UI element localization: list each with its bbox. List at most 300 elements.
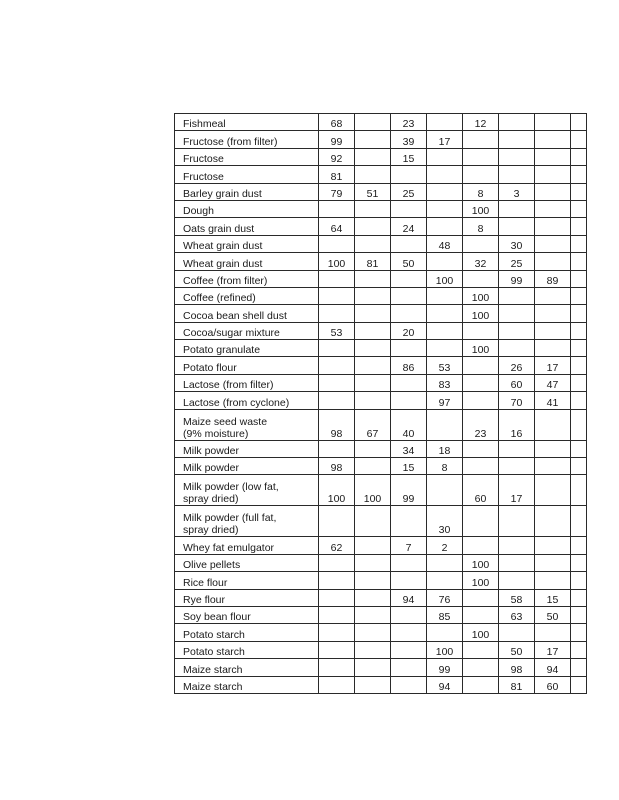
- value-cell: 94: [391, 589, 427, 606]
- value-cell: [355, 458, 391, 475]
- table-body: [175, 114, 587, 694]
- value-cell: 67: [355, 409, 391, 440]
- table-row: [175, 572, 587, 589]
- value-cell: [355, 676, 391, 693]
- value-cell: [499, 287, 535, 304]
- value-cell: [499, 166, 535, 183]
- value-cell: [535, 322, 571, 339]
- material-name-cell: Barley grain dust: [175, 183, 319, 200]
- value-cell: [391, 340, 427, 357]
- value-cell: 62: [319, 537, 355, 554]
- table-row: [175, 200, 587, 217]
- value-cell: 100: [319, 475, 355, 506]
- table-row: [175, 166, 587, 183]
- value-cell: [427, 287, 463, 304]
- value-cell: [319, 554, 355, 571]
- value-cell: [355, 340, 391, 357]
- value-cell: [571, 409, 587, 440]
- value-cell: [427, 183, 463, 200]
- value-cell: [355, 287, 391, 304]
- value-cell: 81: [499, 676, 535, 693]
- value-cell: [571, 114, 587, 131]
- value-cell: 7: [391, 537, 427, 554]
- table-row: [175, 392, 587, 409]
- value-cell: [427, 166, 463, 183]
- value-cell: [355, 589, 391, 606]
- value-cell: 18: [427, 440, 463, 457]
- value-cell: [571, 131, 587, 148]
- value-cell: [571, 270, 587, 287]
- value-cell: [499, 506, 535, 537]
- material-name-cell: Cocoa bean shell dust: [175, 305, 319, 322]
- value-cell: [427, 322, 463, 339]
- value-cell: [535, 200, 571, 217]
- table-row: [175, 374, 587, 391]
- value-cell: [319, 287, 355, 304]
- value-cell: [391, 305, 427, 322]
- value-cell: [535, 572, 571, 589]
- table-row: [175, 131, 587, 148]
- table-row: [175, 409, 587, 440]
- value-cell: 50: [499, 641, 535, 658]
- table-row: [175, 589, 587, 606]
- value-cell: [463, 440, 499, 457]
- material-name-cell: Lactose (from filter): [175, 374, 319, 391]
- value-cell: 48: [427, 235, 463, 252]
- value-cell: [571, 589, 587, 606]
- value-cell: 53: [319, 322, 355, 339]
- table-row: [175, 624, 587, 641]
- value-cell: [571, 624, 587, 641]
- value-cell: 17: [499, 475, 535, 506]
- value-cell: 89: [535, 270, 571, 287]
- value-cell: 24: [391, 218, 427, 235]
- value-cell: [499, 114, 535, 131]
- material-name-cell: Milk powder: [175, 440, 319, 457]
- value-cell: [355, 357, 391, 374]
- value-cell: 8: [463, 218, 499, 235]
- value-cell: [355, 322, 391, 339]
- table-row: [175, 305, 587, 322]
- value-cell: 50: [391, 253, 427, 270]
- value-cell: [499, 440, 535, 457]
- value-cell: [427, 572, 463, 589]
- value-cell: 53: [427, 357, 463, 374]
- value-cell: [571, 392, 587, 409]
- material-name-cell: Fructose: [175, 148, 319, 165]
- value-cell: [463, 235, 499, 252]
- value-cell: [571, 676, 587, 693]
- value-cell: [571, 183, 587, 200]
- table-row: [175, 506, 587, 537]
- value-cell: [463, 166, 499, 183]
- value-cell: [463, 357, 499, 374]
- value-cell: 60: [463, 475, 499, 506]
- value-cell: 12: [463, 114, 499, 131]
- value-cell: 99: [499, 270, 535, 287]
- value-cell: [571, 537, 587, 554]
- value-cell: [535, 148, 571, 165]
- value-cell: [463, 676, 499, 693]
- value-cell: [463, 458, 499, 475]
- value-cell: [391, 606, 427, 623]
- value-cell: [571, 200, 587, 217]
- value-cell: 20: [391, 322, 427, 339]
- value-cell: [355, 374, 391, 391]
- value-cell: [499, 218, 535, 235]
- value-cell: 85: [427, 606, 463, 623]
- material-name-cell: Soy bean flour: [175, 606, 319, 623]
- value-cell: [463, 606, 499, 623]
- material-name-cell: Fishmeal: [175, 114, 319, 131]
- value-cell: [535, 340, 571, 357]
- material-name-cell: Milk powder (full fat, spray dried): [175, 506, 319, 537]
- value-cell: [571, 659, 587, 676]
- value-cell: [535, 253, 571, 270]
- value-cell: [571, 148, 587, 165]
- value-cell: [319, 270, 355, 287]
- table-row: [175, 475, 587, 506]
- table-row: [175, 440, 587, 457]
- value-cell: 17: [427, 131, 463, 148]
- value-cell: [535, 183, 571, 200]
- value-cell: [319, 572, 355, 589]
- value-cell: 15: [391, 148, 427, 165]
- value-cell: [571, 458, 587, 475]
- value-cell: 40: [391, 409, 427, 440]
- value-cell: [355, 537, 391, 554]
- table-row: [175, 554, 587, 571]
- table-row: [175, 148, 587, 165]
- value-cell: [463, 537, 499, 554]
- value-cell: [463, 270, 499, 287]
- value-cell: [499, 572, 535, 589]
- value-cell: 98: [499, 659, 535, 676]
- value-cell: [535, 305, 571, 322]
- value-cell: [427, 340, 463, 357]
- value-cell: 98: [319, 409, 355, 440]
- value-cell: [391, 572, 427, 589]
- material-name-cell: Oats grain dust: [175, 218, 319, 235]
- value-cell: [355, 554, 391, 571]
- value-cell: [319, 374, 355, 391]
- value-cell: [391, 676, 427, 693]
- value-cell: [427, 148, 463, 165]
- value-cell: [571, 235, 587, 252]
- table-row: [175, 357, 587, 374]
- material-name-cell: Coffee (refined): [175, 287, 319, 304]
- value-cell: [463, 506, 499, 537]
- table-row: [175, 235, 587, 252]
- value-cell: [499, 305, 535, 322]
- value-cell: [535, 409, 571, 440]
- value-cell: [391, 392, 427, 409]
- value-cell: [391, 270, 427, 287]
- value-cell: [355, 440, 391, 457]
- value-cell: 39: [391, 131, 427, 148]
- value-cell: 68: [319, 114, 355, 131]
- dust-data-table: [174, 113, 587, 694]
- value-cell: 30: [499, 235, 535, 252]
- value-cell: [535, 475, 571, 506]
- table-row: [175, 287, 587, 304]
- value-cell: 98: [319, 458, 355, 475]
- material-name-cell: Wheat grain dust: [175, 253, 319, 270]
- value-cell: [427, 624, 463, 641]
- value-cell: 99: [427, 659, 463, 676]
- value-cell: 99: [319, 131, 355, 148]
- value-cell: 15: [535, 589, 571, 606]
- value-cell: [499, 554, 535, 571]
- material-name-cell: Milk powder (low fat, spray dried): [175, 475, 319, 506]
- value-cell: [535, 218, 571, 235]
- value-cell: [571, 440, 587, 457]
- value-cell: [499, 624, 535, 641]
- value-cell: 17: [535, 357, 571, 374]
- value-cell: [571, 506, 587, 537]
- value-cell: 23: [463, 409, 499, 440]
- value-cell: 100: [355, 475, 391, 506]
- value-cell: [535, 235, 571, 252]
- material-name-cell: Coffee (from filter): [175, 270, 319, 287]
- value-cell: 34: [391, 440, 427, 457]
- value-cell: [463, 131, 499, 148]
- value-cell: 100: [463, 624, 499, 641]
- value-cell: 8: [427, 458, 463, 475]
- value-cell: 81: [319, 166, 355, 183]
- material-name-cell: Maize starch: [175, 676, 319, 693]
- value-cell: [571, 554, 587, 571]
- value-cell: 64: [319, 218, 355, 235]
- value-cell: [463, 148, 499, 165]
- value-cell: 83: [427, 374, 463, 391]
- value-cell: 25: [391, 183, 427, 200]
- value-cell: 100: [463, 340, 499, 357]
- value-cell: [499, 322, 535, 339]
- table-row: [175, 659, 587, 676]
- material-name-cell: Rye flour: [175, 589, 319, 606]
- value-cell: [391, 374, 427, 391]
- value-cell: [463, 589, 499, 606]
- value-cell: [463, 322, 499, 339]
- value-cell: 41: [535, 392, 571, 409]
- value-cell: 100: [463, 305, 499, 322]
- value-cell: [319, 392, 355, 409]
- value-cell: [319, 506, 355, 537]
- table-row: [175, 458, 587, 475]
- value-cell: [535, 287, 571, 304]
- material-name-cell: Rice flour: [175, 572, 319, 589]
- value-cell: 97: [427, 392, 463, 409]
- value-cell: [427, 253, 463, 270]
- value-cell: [499, 148, 535, 165]
- value-cell: [535, 537, 571, 554]
- table-row: [175, 537, 587, 554]
- value-cell: [319, 200, 355, 217]
- value-cell: 8: [463, 183, 499, 200]
- value-cell: 100: [427, 270, 463, 287]
- table-row: [175, 322, 587, 339]
- value-cell: [319, 676, 355, 693]
- value-cell: 86: [391, 357, 427, 374]
- value-cell: [391, 506, 427, 537]
- value-cell: [355, 506, 391, 537]
- value-cell: 79: [319, 183, 355, 200]
- value-cell: [571, 166, 587, 183]
- material-name-cell: Lactose (from cyclone): [175, 392, 319, 409]
- value-cell: [499, 458, 535, 475]
- value-cell: [535, 624, 571, 641]
- value-cell: 100: [319, 253, 355, 270]
- value-cell: 76: [427, 589, 463, 606]
- value-cell: [391, 235, 427, 252]
- value-cell: [427, 305, 463, 322]
- value-cell: [571, 253, 587, 270]
- value-cell: [355, 305, 391, 322]
- value-cell: [355, 235, 391, 252]
- value-cell: [571, 357, 587, 374]
- value-cell: 23: [391, 114, 427, 131]
- value-cell: [319, 641, 355, 658]
- value-cell: [319, 440, 355, 457]
- value-cell: [355, 624, 391, 641]
- value-cell: [535, 554, 571, 571]
- value-cell: 94: [427, 676, 463, 693]
- value-cell: 50: [535, 606, 571, 623]
- value-cell: 70: [499, 392, 535, 409]
- material-name-cell: Wheat grain dust: [175, 235, 319, 252]
- value-cell: [391, 166, 427, 183]
- value-cell: [571, 475, 587, 506]
- material-name-cell: Maize starch: [175, 659, 319, 676]
- table-row: [175, 270, 587, 287]
- value-cell: [355, 659, 391, 676]
- value-cell: [355, 606, 391, 623]
- value-cell: [391, 659, 427, 676]
- value-cell: 25: [499, 253, 535, 270]
- value-cell: 94: [535, 659, 571, 676]
- value-cell: [319, 235, 355, 252]
- value-cell: [463, 641, 499, 658]
- value-cell: [463, 659, 499, 676]
- value-cell: [499, 131, 535, 148]
- material-name-cell: Whey fat emulgator: [175, 537, 319, 554]
- value-cell: [571, 606, 587, 623]
- material-name-cell: Potato flour: [175, 357, 319, 374]
- value-cell: [571, 374, 587, 391]
- value-cell: [391, 554, 427, 571]
- value-cell: [355, 218, 391, 235]
- value-cell: 60: [499, 374, 535, 391]
- value-cell: [427, 200, 463, 217]
- value-cell: 92: [319, 148, 355, 165]
- value-cell: 32: [463, 253, 499, 270]
- value-cell: [355, 641, 391, 658]
- material-name-cell: Fructose: [175, 166, 319, 183]
- value-cell: [499, 537, 535, 554]
- value-cell: 15: [391, 458, 427, 475]
- value-cell: [571, 287, 587, 304]
- value-cell: [571, 340, 587, 357]
- value-cell: [355, 392, 391, 409]
- table-row: [175, 340, 587, 357]
- value-cell: [391, 641, 427, 658]
- value-cell: 26: [499, 357, 535, 374]
- value-cell: [571, 572, 587, 589]
- value-cell: [319, 340, 355, 357]
- table-row: [175, 114, 587, 131]
- value-cell: 3: [499, 183, 535, 200]
- material-name-cell: Potato starch: [175, 624, 319, 641]
- value-cell: [319, 659, 355, 676]
- value-cell: [535, 458, 571, 475]
- value-cell: [319, 305, 355, 322]
- material-name-cell: Dough: [175, 200, 319, 217]
- value-cell: 100: [463, 554, 499, 571]
- table-row: [175, 253, 587, 270]
- value-cell: 81: [355, 253, 391, 270]
- value-cell: 30: [427, 506, 463, 537]
- value-cell: [427, 218, 463, 235]
- value-cell: 100: [463, 200, 499, 217]
- value-cell: [355, 200, 391, 217]
- value-cell: [319, 589, 355, 606]
- value-cell: 100: [463, 287, 499, 304]
- value-cell: [463, 392, 499, 409]
- value-cell: [319, 357, 355, 374]
- value-cell: 17: [535, 641, 571, 658]
- value-cell: [391, 200, 427, 217]
- value-cell: 51: [355, 183, 391, 200]
- value-cell: [427, 114, 463, 131]
- value-cell: [571, 305, 587, 322]
- material-name-cell: Maize seed waste (9% moisture): [175, 409, 319, 440]
- value-cell: [571, 322, 587, 339]
- value-cell: [535, 114, 571, 131]
- value-cell: [463, 374, 499, 391]
- value-cell: [391, 287, 427, 304]
- table-row: [175, 641, 587, 658]
- table-row: [175, 606, 587, 623]
- value-cell: [499, 200, 535, 217]
- value-cell: [571, 641, 587, 658]
- value-cell: [535, 166, 571, 183]
- value-cell: [499, 340, 535, 357]
- value-cell: [319, 624, 355, 641]
- value-cell: [355, 572, 391, 589]
- table-row: [175, 218, 587, 235]
- value-cell: [427, 475, 463, 506]
- value-cell: [427, 409, 463, 440]
- value-cell: [355, 148, 391, 165]
- material-name-cell: Olive pellets: [175, 554, 319, 571]
- value-cell: [319, 606, 355, 623]
- material-name-cell: Cocoa/sugar mixture: [175, 322, 319, 339]
- value-cell: [571, 218, 587, 235]
- value-cell: 16: [499, 409, 535, 440]
- material-name-cell: Potato granulate: [175, 340, 319, 357]
- value-cell: 100: [427, 641, 463, 658]
- value-cell: [427, 554, 463, 571]
- value-cell: [391, 624, 427, 641]
- value-cell: 2: [427, 537, 463, 554]
- table-row: [175, 183, 587, 200]
- value-cell: 100: [463, 572, 499, 589]
- material-name-cell: Potato starch: [175, 641, 319, 658]
- value-cell: 60: [535, 676, 571, 693]
- value-cell: [355, 131, 391, 148]
- material-name-cell: Milk powder: [175, 458, 319, 475]
